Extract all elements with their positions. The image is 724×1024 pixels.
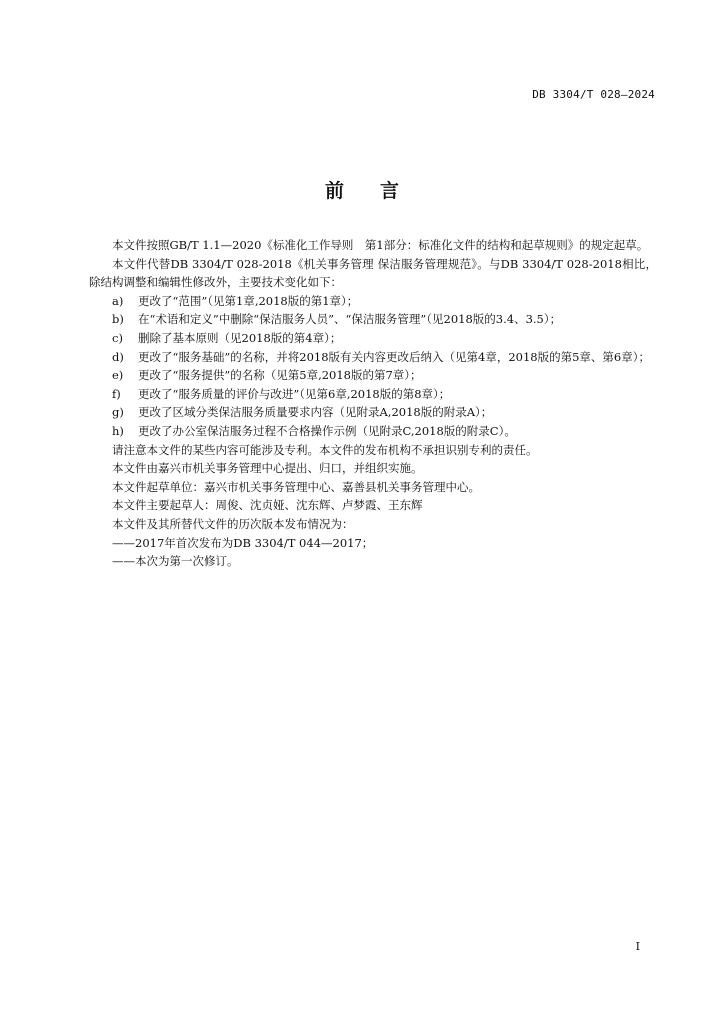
list-item-mark: g)	[112, 405, 124, 420]
changes-list	[89, 292, 657, 441]
paragraph-replaces: 本文件代替DB 3304/T 028-2018《机关事务管理 保洁服务管理规范》。与DB 3304/T 028-2018相比，除结构调整和编辑性修改外，主要技术变化如下：	[89, 256, 657, 290]
list-item-text: 更改了办公室保洁服务过程不合格操作示例（见附录C,2018版的附录C）。	[138, 423, 516, 438]
paragraph-drafting-basis: 本文件按照GB/T 1.1—2020《标准化工作导则 第1部分：标准化文件的结构和起草规则》的规定起草。	[112, 238, 649, 252]
list-item	[89, 329, 657, 348]
list-item	[89, 310, 657, 329]
list-item-text: 更改了“服务质量的评价与改进”（见第6章,2018版的第8章）；	[138, 386, 451, 401]
list-item-mark: a)	[112, 293, 124, 308]
list-item-text: 更改了“范围”（见第1章,2018版的第1章）；	[138, 293, 359, 308]
list-item-mark: h)	[112, 423, 124, 438]
paragraph-patent-notice: 请注意本文件的某些内容可能涉及专利。本文件的发布机构不承担识别专利的责任。	[112, 442, 538, 457]
list-item	[89, 403, 657, 422]
list-item-mark: c)	[112, 330, 123, 345]
paragraph-drafting-units: 本文件起草单位：嘉兴市机关事务管理中心、嘉善县机关事务管理中心。	[112, 479, 480, 494]
page-number: I	[635, 940, 640, 953]
list-item-mark: f)	[112, 386, 121, 401]
paragraph-drafters: 本文件主要起草人：周俊、沈贞娅、沈东辉、卢梦霞、王东辉	[112, 498, 423, 513]
paragraph-revision: ——本次为第一次修订。	[112, 554, 239, 569]
list-item-text: 删除了基本原则（见2018版的第4章）；	[138, 330, 342, 345]
list-item-text: 更改了“服务提供”的名称（见第5章,2018版的第7章）；	[138, 368, 422, 383]
list-item-mark: b)	[112, 312, 124, 327]
paragraph-proposer: 本文件由嘉兴市机关事务管理中心提出、归口，并组织实施。	[112, 461, 423, 476]
list-item-text: 在“术语和定义”中删除“保洁服务人员”、“保洁服务管理”（见2018版的3.4、3.5）；	[138, 312, 562, 327]
list-item	[89, 422, 657, 441]
list-item-text: 更改了区域分类保洁服务质量要求内容（见附录A,2018版的附录A）；	[138, 405, 493, 420]
document-code: DB 3304/T 028—2024	[532, 88, 655, 101]
list-item	[89, 348, 657, 367]
list-item-mark: d)	[112, 349, 124, 364]
list-item	[89, 292, 657, 311]
list-item-mark: e)	[112, 368, 124, 383]
paragraph-first-release: ——2017年首次发布为DB 3304/T 044—2017；	[112, 535, 374, 550]
list-item-text: 更改了“服务基础”的名称，并将2018版有关内容更改后纳入（见第4章，2018版的第5章、第6章）；	[138, 349, 650, 364]
list-item	[89, 385, 657, 404]
list-item	[89, 366, 657, 385]
page-title: 前言	[324, 180, 435, 202]
foreword-body	[89, 236, 657, 571]
paragraph-version-history: 本文件及其所替代文件的历次版本发布情况为：	[112, 516, 354, 531]
